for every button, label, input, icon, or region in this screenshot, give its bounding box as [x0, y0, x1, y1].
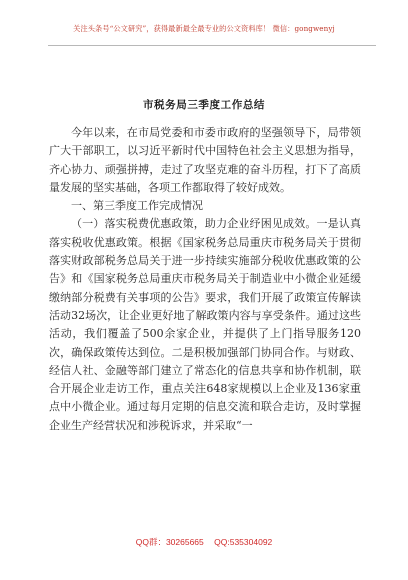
footer-qq-group: QQ群：30265665	[135, 537, 204, 547]
footer-contact	[0, 536, 408, 548]
document-title: 市税务局三季度工作总结	[142, 99, 266, 111]
header-notice: 关注头条号“公文研究”，获得最新最全最专业的公文资料库！ 微信：gongwenyj	[73, 24, 335, 33]
body-paragraph: （一）落实税费优惠政策，助力企业纾困见成效。一是认真落实税收优惠政策。根据《国家税务总局重庆市税务局关于贯彻落实财政部税务总局关于进一步持续实施部分税收优惠政策的公告》和《国家税务总局重庆市税务局关于制造业中小微企业延缓缴纳部分税费有关事项的公告》要求，我们开展了政策宣传解读活动32场次，让企业更好地了解政策内容与享受条件。通过这些活动，我们覆盖了500余家企业，并提供了上门指导服务120次，确保政策传达到位。二是积极加强部门协同合作。与财政、经信人社、金融等部门建立了常态化的信息共享和协作机制，联合开展企业走访工作，重点关注648家规模以上企业及136家重点中小微企业。通过每月定期的信息交流和联合走访，及时掌握企业生产经营状况和涉税诉求，并采取“一	[49, 217, 361, 432]
intro-paragraph: 今年以来，在市局党委和市委市政府的坚强领导下，局带领广大干部职工，以习近平新时代中国特色社会主义思想为指导，齐心协力、顽强拼搏，走过了攻坚克难的奋斗历程，打下了高质量发展的坚实基础，各项工作都取得了较好成效。	[49, 126, 361, 194]
document-body	[49, 124, 361, 435]
header-divider	[48, 45, 376, 46]
footer-qq: QQ:535304092	[214, 537, 273, 547]
section-heading: 一、第三季度工作完成情况	[71, 199, 203, 213]
